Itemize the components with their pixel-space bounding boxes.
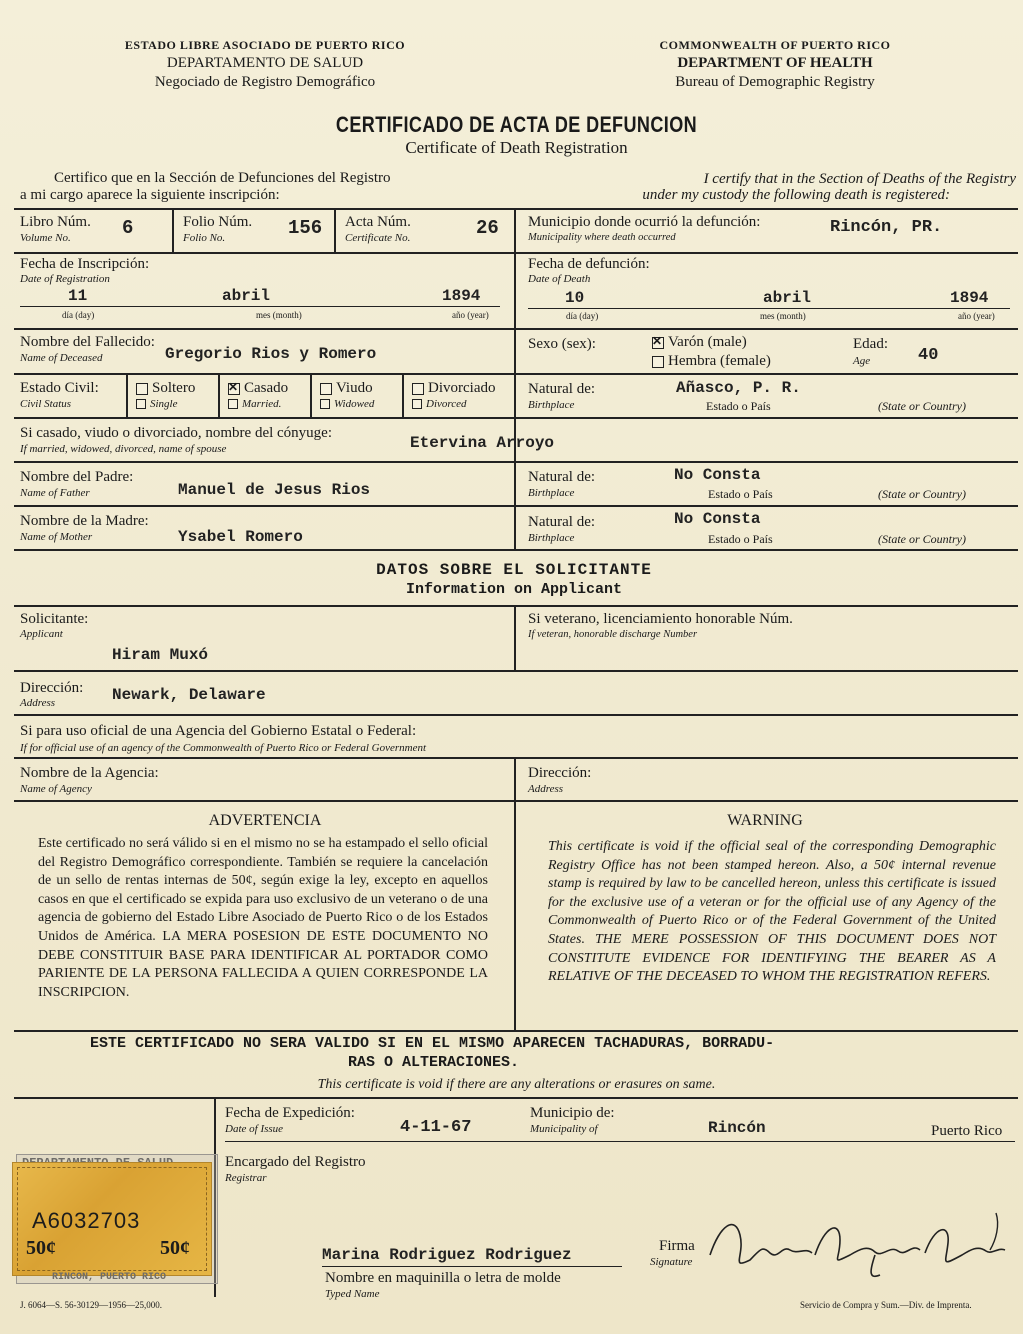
solicitante-label: Solicitante: (20, 611, 89, 627)
direccion-sub: Address (20, 697, 56, 709)
municipio-label: Municipio donde ocurrió la defunción: (528, 214, 761, 230)
revenue-stamp-area (12, 1148, 217, 1288)
applicant-section-subtitle: Information on Applicant (405, 581, 623, 598)
rule (20, 306, 500, 307)
header-right (595, 38, 955, 91)
intro-es-1: Certifico que en la Sección de Defunciones del Registro (54, 170, 391, 186)
fecha-expedicion-sub: Date of Issue (225, 1123, 284, 1135)
header-right-line3: Bureau of Demographic Registry (675, 74, 875, 90)
natural-estado-pais: Estado o País (706, 399, 771, 413)
widowed-label: Widowed (334, 398, 375, 410)
single-label: Single (150, 398, 178, 410)
rule (514, 208, 516, 549)
rule (334, 208, 336, 252)
mother-estado-pais: Estado o País (708, 532, 773, 546)
typed-name-sub: Typed Name (325, 1288, 380, 1300)
deceased-sub: Name of Deceased (20, 352, 103, 364)
encargado-sub: Registrar (225, 1172, 267, 1184)
agency-name-sub: Name of Agency (20, 783, 92, 795)
fecha-expedicion-label: Fecha de Expedición: (225, 1105, 355, 1121)
rule (402, 373, 404, 417)
libro-value: 6 (122, 217, 134, 239)
agency-line1: Si para uso oficial de una Agencia del Gobierno Estatal o Federal: (20, 723, 417, 739)
fecha-expedicion-value: 4-11-67 (400, 1118, 472, 1137)
agency-name-label: Nombre de la Agencia: (20, 765, 159, 781)
spouse-label: Si casado, viudo o divorciado, nombre del cónyuge: (20, 425, 333, 441)
veteran-label: Si veterano, licenciamiento honorable Núm. (528, 611, 793, 627)
father-natural-value: No Consta (674, 466, 761, 484)
footer-left: J. 6064—S. 56-30129—1956—25,000. (20, 1300, 163, 1310)
header-left (80, 38, 450, 91)
typed-name-value: Marina Rodriguez Rodriguez (322, 1246, 572, 1264)
header-left-line2: DEPARTAMENTO DE SALUD (166, 55, 364, 71)
mother-value: Ysabel Romero (178, 528, 303, 546)
issue-municipio-sub: Municipality of (530, 1123, 598, 1135)
death-year: 1894 (950, 289, 989, 307)
issue-municipio-value: Rincón (708, 1119, 766, 1137)
sexo-label: Sexo (sex): (528, 336, 596, 352)
divorced-checkbox (412, 399, 422, 409)
viudo-checkbox (320, 383, 332, 395)
male-option (652, 334, 747, 351)
edad-sub: Age (853, 355, 871, 367)
rule (14, 605, 1018, 607)
void-notice-line1: ESTE CERTIFICADO NO SERA VALIDO SI EN EL MISMO APARECEN TACHADURAS, BORRADU- (90, 1035, 775, 1052)
soltero-checkbox (136, 383, 148, 395)
typed-name-label: Nombre en maquinilla o letra de molde (325, 1270, 561, 1286)
solicitante-sub: Applicant (20, 628, 63, 640)
death-month: abril (763, 289, 812, 307)
municipio-sub: Municipality where death occurred (528, 232, 676, 243)
reg-month: abril (222, 287, 271, 305)
agency-address-label: Dirección: (528, 765, 592, 781)
widowed-checkbox (320, 399, 330, 409)
issue-municipio-label: Municipio de: (530, 1105, 615, 1121)
intro-en-2: under my custody the following death is registered: (642, 187, 950, 203)
reg-day: 11 (68, 287, 88, 305)
female-label: Hembra (female) (668, 353, 771, 369)
mother-sub: Name of Mother (20, 531, 93, 543)
male-label: Varón (male) (668, 334, 747, 350)
folio-value: 156 (288, 217, 323, 239)
rule (14, 461, 1018, 463)
acta-value: 26 (476, 217, 499, 239)
municipio-value: Rincón, PR. (830, 218, 943, 237)
intro-en-1: I certify that in the Section of Deaths of the Registry (703, 171, 1016, 187)
void-notice-line2: RAS O ALTERACIONES. (348, 1054, 520, 1071)
natural-sub: Birthplace (528, 399, 575, 411)
natural-label: Natural de: (528, 381, 596, 397)
father-state-country: (State or Country) (878, 487, 966, 501)
soltero-option (136, 380, 195, 397)
acta-sub: Certificate No. (345, 232, 411, 244)
soltero-label: Soltero (152, 380, 196, 396)
rule (514, 605, 516, 670)
rule (14, 208, 1018, 210)
signature-stroke (710, 1225, 1005, 1277)
stamp-value-left: 50¢ (26, 1237, 56, 1259)
rule (322, 1266, 622, 1267)
agency-address-sub: Address (528, 783, 564, 795)
direccion-label: Dirección: (20, 680, 84, 696)
void-notice-en: This certificate is void if there are any alterations or erasures on same. (317, 1077, 716, 1092)
father-estado-pais: Estado o País (708, 487, 773, 501)
defuncion-label: Fecha de defunción: (528, 256, 650, 272)
firma-sub: Signature (650, 1256, 693, 1268)
header-right-line2: DEPARTMENT OF HEALTH (677, 55, 873, 71)
solicitante-value: Hiram Muxó (112, 646, 209, 664)
viudo-label: Viudo (336, 380, 373, 396)
header-left-line1: ESTADO LIBRE ASOCIADO DE PUERTO RICO (124, 38, 406, 52)
deceased-value: Gregorio Rios y Romero (165, 345, 377, 363)
reg-day-label: día (day) (62, 310, 95, 320)
married-label: Married. (242, 398, 282, 410)
rule (14, 549, 1018, 551)
header-left-line3: Negociado de Registro Demográfico (154, 74, 376, 90)
rule (14, 417, 1018, 419)
signature-stroke (990, 1213, 998, 1250)
signature-image (700, 1205, 1010, 1285)
seal-bottom-text: RINCON, PUERTO RICO (52, 1272, 167, 1283)
viudo-option (320, 380, 373, 397)
rule (14, 714, 1018, 716)
title-block (0, 112, 1023, 158)
inscripcion-label: Fecha de Inscripción: (20, 256, 150, 272)
rule (14, 670, 1018, 672)
rule (14, 505, 1018, 507)
single-checkbox (136, 399, 146, 409)
casado-label: Casado (244, 380, 289, 396)
warning-text: This certificate is void if the official seal of the corresponding Demographic Registry Office has not been stamped hereon. Also, a 50¢ internal revenue stamp is required by law to be cancelled hereon, unless this certificate is issued for the exclusive use of a veteran or for the official use of any Agency of the Commonwealth of Puerto Rico or of the Federal Government of the United States. THE MERE POSSESSION OF THIS DOCUMENT DOES NOT CONSTITUTE EVIDENCE FOR IDENTIFYING THE BEARER AS A RELATIVE OF THE DECEASED TO WHOM THE REGISTRATION REFERS. (548, 839, 996, 985)
civil-sub: Civil Status (20, 398, 72, 410)
reg-year: 1894 (442, 287, 481, 305)
mother-natural-sub: Birthplace (528, 532, 575, 544)
death-year-label: año (year) (958, 311, 995, 321)
natural-state-country: (State or Country) (878, 399, 966, 413)
rule (225, 1141, 1015, 1142)
rule (14, 1097, 1018, 1099)
libro-label: Libro Núm. (20, 214, 91, 230)
warning-title: WARNING (727, 812, 803, 829)
civil-label: Estado Civil: (20, 380, 99, 396)
death-day-label: día (day) (566, 311, 599, 321)
rule (218, 373, 220, 417)
rule (172, 208, 174, 252)
female-option (652, 353, 771, 370)
female-checkbox (652, 356, 664, 368)
spouse-value: Etervina Arroyo (410, 434, 555, 452)
intro-es-2: a mi cargo aparece la siguiente inscripción: (20, 187, 280, 203)
single-option (136, 398, 178, 410)
edad-value: 40 (918, 346, 939, 365)
divorciado-option (412, 380, 495, 397)
rule (14, 373, 1018, 375)
mother-natural-label: Natural de: (528, 514, 596, 530)
inscripcion-sub: Date of Registration (20, 273, 110, 285)
natural-value: Añasco, P. R. (676, 379, 801, 397)
casado-option (228, 380, 288, 397)
rule (14, 757, 1018, 759)
deceased-label: Nombre del Fallecido: (20, 334, 155, 350)
rule (14, 1030, 1018, 1032)
father-natural-sub: Birthplace (528, 487, 575, 499)
defuncion-sub: Date of Death (528, 273, 591, 285)
page-title: CERTIFICADO DE ACTA DE DEFUNCION (335, 112, 698, 137)
encargado-label: Encargado del Registro (225, 1154, 366, 1170)
rule (514, 757, 516, 1030)
rule (14, 328, 1018, 330)
reg-month-label: mes (month) (256, 310, 302, 320)
rule (126, 373, 128, 417)
married-checkbox (228, 399, 238, 409)
mother-label: Nombre de la Madre: (20, 513, 149, 529)
agency-line2: If for official use of an agency of the Commonwealth of Puerto Rico or Federal Government (20, 742, 427, 754)
father-sub: Name of Father (20, 487, 90, 499)
rule (14, 800, 1018, 802)
death-month-label: mes (month) (760, 311, 806, 321)
rule (14, 252, 1018, 254)
divorciado-checkbox (412, 383, 424, 395)
divorciado-label: Divorciado (428, 380, 496, 396)
firma-label: Firma (659, 1238, 695, 1254)
death-day: 10 (565, 289, 585, 307)
divorced-option (412, 398, 467, 410)
divorced-label: Divorced (426, 398, 467, 410)
stamp-number: A6032703 (32, 1208, 141, 1233)
widowed-option (320, 398, 374, 410)
father-value: Manuel de Jesus Rios (178, 481, 371, 499)
applicant-section-title: DATOS SOBRE EL SOLICITANTE (376, 561, 652, 579)
reg-year-label: año (year) (452, 310, 489, 320)
male-checkbox (652, 337, 664, 349)
rule (310, 373, 312, 417)
header-right-line1: COMMONWEALTH OF PUERTO RICO (659, 38, 891, 52)
edad-label: Edad: (853, 336, 888, 352)
libro-sub: Volume No. (20, 232, 71, 244)
footer-right: Servicio de Compra y Sum.—Div. de Imprenta. (800, 1300, 972, 1310)
advertencia-text: Este certificado no será válido si en el mismo no se ha estampado el sello oficial del Registro Demográfico correspondiente. También se requiere la cancelación de un sello de rentas internas de 50¢, según exige la ley, excepto en aquellos casos en que el certificado se expida para uso exclusivo de un veterano o de una agencia de gobierno del Estado Libre Asociado de Puerto Rico o de los Estados Unidos de América. LA MERA POSESION DE ESTE DOCUMENTO NO DEBE CONSTITUIR BASE PARA IDENTIFICAR AL PORTADOR COMO PARIENTE DE LA PERSONA FALLECIDA A QUIEN CORRESPONDE LA INSCRIPCION. (38, 836, 488, 1000)
mother-natural-value: No Consta (674, 510, 761, 528)
direccion-value: Newark, Delaware (112, 686, 266, 704)
advertencia-title: ADVERTENCIA (208, 812, 322, 829)
folio-sub: Folio No. (183, 232, 226, 244)
rule (528, 308, 1010, 309)
spouse-sub: If married, widowed, divorced, name of spouse (20, 443, 227, 455)
veteran-sub: If veteran, honorable discharge Number (528, 629, 698, 640)
issue-puerto-rico: Puerto Rico (931, 1123, 1003, 1139)
acta-label: Acta Núm. (345, 214, 411, 230)
casado-checkbox (228, 383, 240, 395)
married-option (228, 398, 281, 410)
father-label: Nombre del Padre: (20, 469, 134, 485)
mother-state-country: (State or Country) (878, 532, 966, 546)
stamp-value-right: 50¢ (160, 1237, 190, 1259)
page-subtitle: Certificate of Death Registration (405, 138, 628, 157)
father-natural-label: Natural de: (528, 469, 596, 485)
folio-label: Folio Núm. (183, 214, 253, 230)
